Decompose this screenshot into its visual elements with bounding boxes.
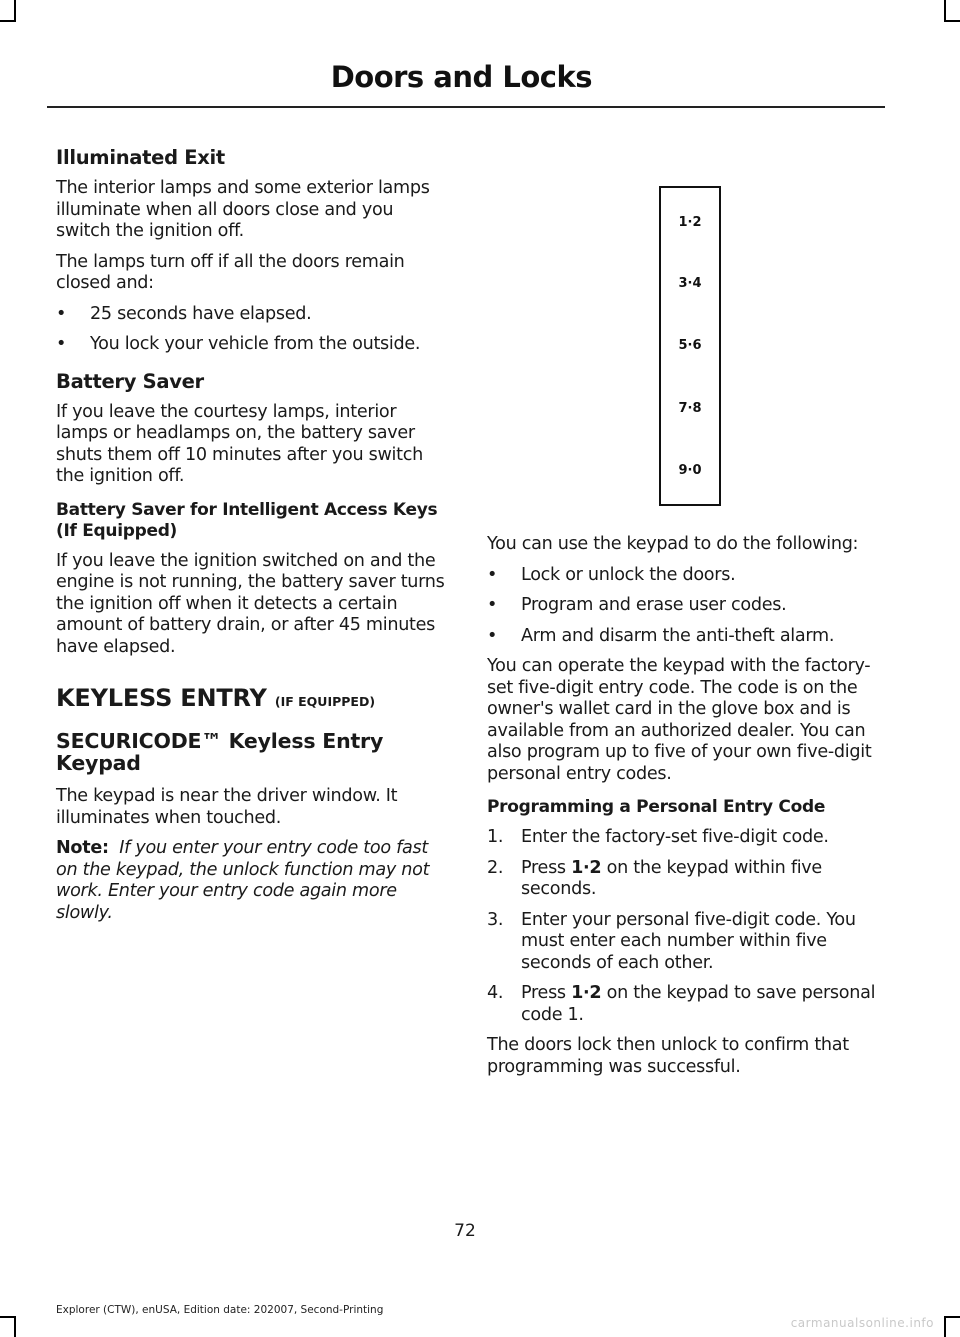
battery-saver-paragraph: If you leave the courtesy lamps, interior lamps or headlamps on, the battery saver shuts them off 10 minutes after you switch the ignition off. xyxy=(56,401,423,486)
crop-mark-top-left-v xyxy=(14,0,16,22)
illuminated-exit-list xyxy=(56,304,448,356)
key-reference: 1·2 xyxy=(571,983,602,1003)
intelligent-access-heading: Battery Saver for Intelligent Access Keys (If Equipped) xyxy=(56,499,438,541)
list-item: • Arm and disarm the anti-theft alarm. xyxy=(487,625,835,646)
bullet-icon: • xyxy=(56,303,67,324)
crop-mark-bottom-right-h xyxy=(944,1316,960,1318)
crop-mark-top-right-h xyxy=(944,20,960,22)
crop-mark-top-right-v xyxy=(944,0,946,22)
list-item: 1. Enter the factory-set five-digit code. xyxy=(487,827,829,847)
step-number: 3. xyxy=(487,909,504,930)
list-item: 3. Enter your personal five-digit code. You must enter each number within five seconds of each other. xyxy=(487,909,856,973)
note-text: If you enter your entry code too fast on the keypad, the unlock function may not work. Enter your entry code again more slowly. xyxy=(56,838,430,923)
right-column xyxy=(487,534,887,1087)
list-item: • You lock your vehicle from the outside. xyxy=(56,334,421,354)
illuminated-exit-paragraph-2: The lamps turn off if all the doors remain closed and: xyxy=(56,251,405,293)
battery-saver-heading: Battery Saver xyxy=(56,369,204,393)
keypad-key-7-8: 7·8 xyxy=(678,401,702,416)
illuminated-exit-heading: Illuminated Exit xyxy=(56,146,225,169)
keypad-location-paragraph: The keypad is near the driver window. It illuminates when touched. xyxy=(56,786,398,828)
bullet-icon: • xyxy=(487,625,498,646)
keypad-illustration xyxy=(659,186,721,506)
bullet-icon: • xyxy=(487,595,498,615)
programming-steps xyxy=(487,827,887,1026)
programming-confirmation-paragraph: The doors lock then unlock to confirm that programming was successful. xyxy=(487,1035,849,1077)
keypad-uses-intro: You can use the keypad to do the following: xyxy=(487,534,859,554)
keyless-entry-equipped-tag: (IF EQUIPPED) xyxy=(274,694,376,709)
list-item: • 25 seconds have elapsed. xyxy=(56,303,312,324)
keyless-entry-heading xyxy=(56,684,448,712)
left-column xyxy=(56,146,448,933)
key-reference: 1·2 xyxy=(571,857,602,878)
bullet-icon: • xyxy=(56,334,67,354)
page-title: Doors and Locks xyxy=(330,60,592,94)
crop-mark-bottom-left-v xyxy=(14,1316,16,1337)
keyless-entry-title: KEYLESS ENTRY xyxy=(56,684,267,712)
keypad-key-5-6: 5·6 xyxy=(678,338,702,353)
header-divider xyxy=(47,106,885,108)
intelligent-access-paragraph: If you leave the ignition switched on and the engine is not running, the battery saver turns the ignition off when it detects a certain amount of battery drain, or after 45 minutes have elapsed. xyxy=(56,550,445,657)
illuminated-exit-paragraph-1: The interior lamps and some exterior lamps illuminate when all doors close and you switch the ignition off. xyxy=(56,178,430,241)
watermark: carmanualsonline.info xyxy=(790,1316,934,1330)
page-number: 72 xyxy=(454,1221,476,1241)
list-item: 2. Press 1·2 on the keypad within five seconds. xyxy=(487,857,822,899)
keypad-uses-list xyxy=(487,565,887,648)
bullet-icon: • xyxy=(487,564,498,585)
crop-mark-bottom-left-h xyxy=(0,1316,16,1318)
list-item: • Program and erase user codes. xyxy=(487,595,787,615)
step-number: 4. xyxy=(487,983,504,1003)
keypad-key-1-2: 1·2 xyxy=(678,215,702,230)
securicode-heading: SECURICODE™ Keyless Entry Keypad xyxy=(56,729,384,775)
crop-mark-top-left-h xyxy=(0,20,16,22)
keypad-key-9-0: 9·0 xyxy=(678,463,702,478)
step-number: 1. xyxy=(487,827,504,847)
list-item: 4. Press 1·2 on the keypad to save personal code 1. xyxy=(487,983,876,1025)
edition-footer: Explorer (CTW), enUSA, Edition date: 202007, Second-Printing xyxy=(56,1304,384,1316)
operate-keypad-paragraph: You can operate the keypad with the factory-set five-digit entry code. The code is on the owner's wallet card in the glove box and is available from an authorized dealer. You can also program up to five of your own five-digit personal entry codes. xyxy=(487,656,872,784)
step-number: 2. xyxy=(487,857,504,878)
note-paragraph xyxy=(56,838,448,924)
keypad-key-3-4: 3·4 xyxy=(678,276,702,291)
crop-mark-bottom-right-v xyxy=(944,1316,946,1337)
list-item: • Lock or unlock the doors. xyxy=(487,564,736,585)
note-label: Note: xyxy=(56,838,109,858)
programming-heading: Programming a Personal Entry Code xyxy=(487,797,826,817)
